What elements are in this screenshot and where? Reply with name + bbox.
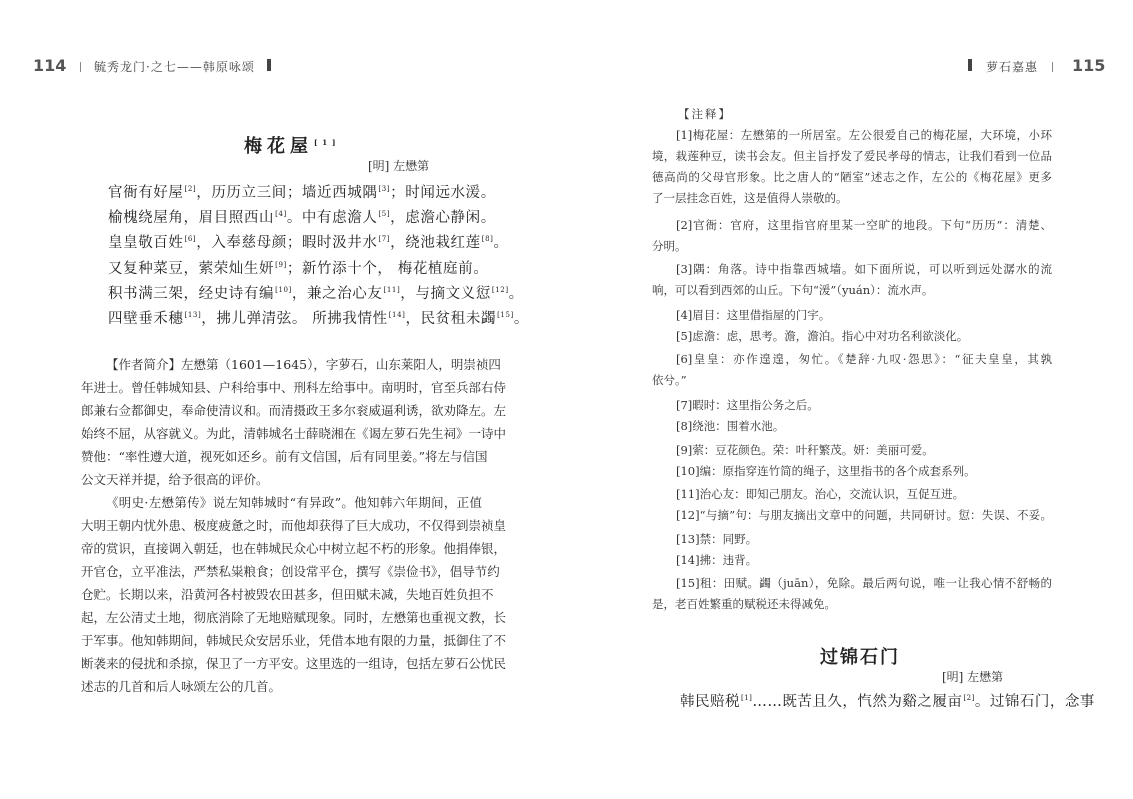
line-text: ；新竹添十个， 梅花植庭前。 <box>286 261 489 277</box>
bio-line: 郎兼右佥都御史，奉命使清议和。而清摄政王多尔衮威逼利诱，欲劝降左。左 <box>81 403 507 418</box>
footnote-ref: [2] <box>963 694 975 703</box>
line-text: ，绕池栽红莲 <box>390 235 481 251</box>
line-text: ，民贫租未蠲 <box>405 311 497 327</box>
poem-line <box>108 206 496 227</box>
page-number-right: 115 <box>1072 56 1106 75</box>
line-text: 榆槐绕屋角，眉目照西山 <box>108 210 275 226</box>
poem2-author: [明] 左懋第 <box>942 670 1004 684</box>
footnote-ref: [14] <box>388 311 406 320</box>
note-line: 依兮。” <box>652 373 687 387</box>
bio-line: 大明王朝内忧外患、极度疲惫之时，而他却获得了巨大成功，不仅得到崇祯皇 <box>81 518 507 533</box>
poem2-title: 过锦石门 <box>820 647 900 668</box>
poem-title-note: [1] <box>314 138 341 147</box>
line-text: 积书满三架，经史诗有编 <box>108 286 275 302</box>
line-text: 韩民赔税 <box>680 694 740 710</box>
note-line: [13]禁：同野。 <box>676 532 758 546</box>
footnote-ref: [8] <box>481 235 494 244</box>
bio-line: 于军事。他知韩期间，韩城民众安居乐业，凭借本地有限的力量，抵御住了不 <box>81 633 507 648</box>
footnote-ref: [6] <box>184 235 197 244</box>
note-line: [11]治心友：即知己朋友。治心，交流认识，互促互进。 <box>676 487 965 501</box>
footnote-ref: [15] <box>497 311 514 320</box>
poem-line <box>108 307 529 328</box>
note-line: [14]拂：违背。 <box>676 553 758 567</box>
line-text: ……既苦且久，忾然为谿之履亩 <box>752 694 963 710</box>
header-block-marker <box>267 59 271 71</box>
bio-line: 开官仓，立平准法，严禁私粜粮食；创设常平仓，撰写《崇俭书》，倡导节约 <box>81 564 500 579</box>
notes-heading: 【注释】 <box>678 107 732 121</box>
line-text: 。 <box>493 235 509 251</box>
poem-author: [明] 左懋第 <box>368 159 430 173</box>
footnote-ref: [1] <box>741 694 753 703</box>
footnote-ref: [11] <box>383 286 401 295</box>
running-header-left: 毓秀龙门·之七——韩原咏颂 <box>94 60 255 74</box>
footnote-ref: [12] <box>491 286 509 295</box>
header-divider <box>80 62 81 72</box>
footnote-ref: [13] <box>184 311 202 320</box>
line-text: 四壁垂禾穗 <box>108 311 184 327</box>
bio-line: 年进士。曾任韩城知县、户科给事中、刑科左给事中。南明时，官至兵部右侍 <box>81 380 507 395</box>
footnote-ref: [3] <box>378 185 391 194</box>
poem-title-text: 梅花屋 <box>244 136 313 157</box>
bio-line: 述志的几首和后人咏颂左公的几首。 <box>81 679 282 694</box>
line-text: ，虑澹心静闲。 <box>390 210 496 226</box>
note-line: [12]“与摘”句：与朋友摘出文章中的问题，共同研讨。愆：失误、不妥。 <box>676 508 1052 522</box>
line-text: 。 <box>508 286 524 302</box>
bio-line: 赞他：“率性遵大道，视死如还乡。前有文信国，后有同里姜。”将左与信国 <box>81 449 488 464</box>
poem-line <box>108 181 496 202</box>
note-line: [9]萦：豆花颜色。荣：叶秆繁茂。妍：美丽可爱。 <box>676 443 934 457</box>
note-line: [2]官衙：官府，这里指官府里某一空旷的地段。下句“历历”：清楚、 <box>676 218 1052 232</box>
note-line: [15]租：田赋。蠲（juān），免除。最后两句说，唯一让我心情不舒畅的 <box>676 576 1052 590</box>
footnote-ref: [4] <box>275 210 287 219</box>
bio-line: 始终不屈，从容就义。为此，清韩城名士薛晓湘在《谒左萝石先生祠》一诗中 <box>81 426 507 441</box>
footnote-ref: [2] <box>184 185 197 194</box>
note-line: 分明。 <box>652 239 687 253</box>
header-block-marker <box>968 59 972 71</box>
footnote-ref: [9] <box>275 261 287 270</box>
line-text: 。 <box>513 311 529 327</box>
note-line: 境，栽莲种豆，读书会友。但主旨抒发了爱民孝母的情志，让我们看到一位品 <box>652 149 1052 163</box>
note-line: [5]虑澹：虑，思考。澹，澹泊。指心中对功名利欲淡化。 <box>676 329 969 343</box>
poem-title <box>244 132 341 158</box>
note-line: [4]眉目：这里借指屋的门宇。 <box>676 308 831 322</box>
line-text: 皇皇敬百姓 <box>108 235 184 251</box>
bio-line: 帝的赏识，直接调入朝廷，也在韩城民众心中树立起不朽的形象。他捐俸银， <box>81 541 507 556</box>
note-line: [10]编：原指穿连竹简的绳子，这里指书的各个成套系列。 <box>676 464 976 478</box>
line-text: ，兼之治心友 <box>291 286 383 302</box>
bio-line: 《明史·左懋第传》说左知韩城时“有异政”。他知韩六年期间，正值 <box>106 495 482 510</box>
note-line: [1]梅花屋：左懋第的一所居室。左公很爱自己的梅花屋，大环境，小环 <box>676 128 1052 142</box>
poem-line <box>108 231 509 252</box>
bio-line: 起，左公清丈土地，彻底消除了无地赔赋现象。同时，左懋第也重视文教，长 <box>81 610 507 625</box>
line-text: ，入奉慈母颜；暇时汲井水 <box>196 235 378 251</box>
note-line: 了一层挂念百姓，这是值得人崇敬的。 <box>652 191 848 205</box>
note-line: 是，老百姓繁重的赋税还未得减免。 <box>652 597 836 611</box>
poem2-first-line <box>680 690 1095 711</box>
page-number-left: 114 <box>33 56 67 75</box>
line-text: 。过锦石门，念事 <box>974 694 1095 710</box>
bio-line: 【作者简介】左懋第（1601—1645），字萝石，山东莱阳人，明崇祯四 <box>106 357 501 372</box>
note-line: [8]绕池：围着水池。 <box>676 419 785 433</box>
line-text: ；时闻远水湲。 <box>390 185 496 201</box>
header-divider <box>1052 62 1053 72</box>
poem-line <box>108 257 488 278</box>
note-line: 响，可以看到西郊的山丘。下句“湲”（yuán）：流水声。 <box>652 283 934 297</box>
footnote-ref: [5] <box>378 210 391 219</box>
line-text: ，与摘文义愆 <box>400 286 491 302</box>
line-text: 又复种菜豆，萦荣灿生妍 <box>108 261 275 277</box>
note-line: 德高尚的父母官形象。比之唐人的“陋室”述志之作，左公的《梅花屋》更多 <box>652 170 1052 184</box>
footnote-ref: [10] <box>275 286 292 295</box>
line-text: 官衙有好屋 <box>108 185 184 201</box>
poem-line <box>108 282 524 303</box>
running-header-right: 萝石嘉惠 <box>986 60 1039 74</box>
note-line: [7]暇时：这里指公务之后。 <box>676 398 819 412</box>
bio-line: 公文天祥并提，给予很高的评价。 <box>81 472 269 487</box>
line-text: ，拂儿弹清弦。 所拂我情性 <box>201 311 388 327</box>
note-line: [3]隅：角落。诗中指靠西城墙。如下面所说，可以听到远处潺水的流 <box>676 262 1052 276</box>
bio-line: 断袭来的侵扰和杀掠，保卫了一方平安。这里选的一组诗，包括左萝石公忧民 <box>81 656 507 671</box>
line-text: ，历历立三间；墙近西城隅 <box>196 185 378 201</box>
note-line: [6]皇皇：亦作遑遑，匆忙。《楚辞·九叹·怨思》：“征夫皇皇，其孰 <box>676 352 1052 366</box>
bio-line: 仓贮。长期以来，沿黄河各村被毁农田甚多，但田赋未减，失地百姓负担不 <box>81 587 494 602</box>
line-text: 。中有虑澹人 <box>286 210 378 226</box>
footnote-ref: [7] <box>378 235 391 244</box>
